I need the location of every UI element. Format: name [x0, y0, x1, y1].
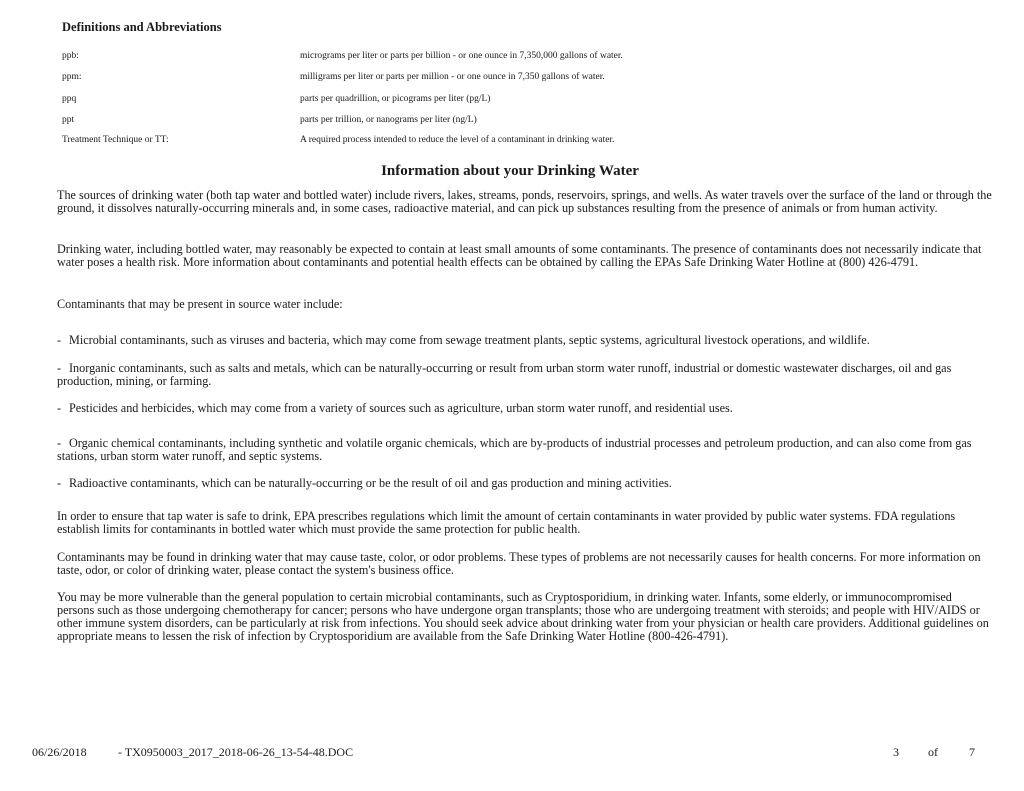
section-title — [0, 163, 1024, 180]
footer-date: 06/26/2018 — [32, 745, 87, 759]
paragraph-contaminants-intro: Contaminants that may be present in source water include: — [57, 297, 343, 311]
bullet-item — [57, 334, 992, 347]
bullet-dash: - — [57, 333, 62, 347]
definition-text: parts per trillion, or nanograms per liter (ng/L) — [300, 115, 477, 125]
bullet-dash: - — [57, 361, 62, 375]
definition-row-ppt — [62, 115, 1002, 129]
definition-text: milligrams per liter or parts per million - or one ounce in 7,350 gallons of water. — [300, 72, 605, 82]
definition-text: A required process intended to reduce the level of a contaminant in drinking water. — [300, 135, 615, 145]
bullet-item — [57, 437, 992, 463]
section-title-text: Information about your Drinking Water — [381, 163, 639, 179]
paragraph-taste-odor: Contaminants may be found in drinking water that may cause taste, color, or odor problems. These types of problems are not necessarily causes for health concerns. For more information on taste, odor, or color of drinking water, please contact the system's business office. — [57, 550, 981, 577]
bullet-text: Organic chemical contaminants, including synthetic and volatile organic chemicals, which are by-products of industrial processes and petroleum production, and can also come from gas stations, urban storm water runoff, and septic systems. — [57, 436, 972, 463]
bullet-text: Inorganic contaminants, such as salts and metals, which can be naturally-occurring or result from urban storm water runoff, industrial or domestic wastewater discharges, oil and gas production, mining, or farming. — [57, 361, 952, 388]
bullet-text: Radioactive contaminants, which can be naturally-occurring or be the result of oil and gas production and mining activities. — [69, 476, 672, 490]
bullet-item — [57, 402, 992, 415]
bullet-text: Pesticides and herbicides, which may come from a variety of sources such as agriculture, urban storm water runoff, and residential uses. — [69, 401, 733, 415]
paragraph-epa-regulations: In order to ensure that tap water is safe to drink, EPA prescribes regulations which limit the amount of certain contaminants in water provided by public water systems. FDA regulations establish limits for contaminants in bottled water which must provide the same protection for public health. — [57, 509, 956, 536]
definition-text: parts per quadrillion, or picograms per liter (pg/L) — [300, 94, 491, 104]
definition-row-ppm — [62, 72, 1002, 86]
definition-text: micrograms per liter or parts per billion - or one ounce in 7,350,000 gallons of water. — [300, 51, 623, 61]
definition-term: ppq — [62, 94, 77, 104]
footer-page-number: 3 — [893, 745, 899, 759]
definition-term: ppt — [62, 115, 75, 125]
definition-row-tt — [62, 135, 1002, 149]
footer-of: of — [928, 745, 938, 759]
footer-page-total: 7 — [969, 745, 975, 759]
definition-term: ppb: — [62, 51, 79, 61]
bullet-text: Microbial contaminants, such as viruses and bacteria, which may come from sewage treatment plants, septic systems, agricultural livestock operations, and wildlife. — [69, 333, 870, 347]
paragraph-vulnerable: You may be more vulnerable than the general population to certain microbial contaminants, such as Cryptosporidium, in drinking water. Infants, some elderly, or immunocompromised persons such as those undergoing chemotherapy for cancer; persons who have undergone organ transplants; those who are undergoing treatment with steroids; and people with HIV/AIDS or other immune system disorders, can be particularly at risk from infections. You should seek advice about drinking water from your physician or health care providers. Additional guidelines on appropriate means to lessen the risk of infection by Cryptosporidium are available from the Safe Drinking Water Hotline (800-426-4791). — [57, 590, 989, 643]
bullet-dash: - — [57, 436, 62, 450]
definition-row-ppb — [62, 51, 1002, 65]
definition-term: Treatment Technique or TT: — [62, 135, 169, 145]
definition-row-ppq — [62, 94, 1002, 108]
bullet-dash: - — [57, 401, 62, 415]
bullet-item — [57, 477, 992, 490]
definition-term: ppm: — [62, 72, 82, 82]
definitions-heading: Definitions and Abbreviations — [62, 20, 222, 34]
footer-document-name: - TX0950003_2017_2018-06-26_13-54-48.DOC — [118, 745, 354, 759]
bullet-item — [57, 362, 992, 388]
paragraph-contaminants-expected: Drinking water, including bottled water, may reasonably be expected to contain at least small amounts of some contaminants. The presence of contaminants does not necessarily indicate that water poses a health risk. More information about contaminants and potential health effects can be obtained by calling the EPAs Safe Drinking Water Hotline at (800) 426-4791. — [57, 242, 982, 269]
paragraph-sources: The sources of drinking water (both tap water and bottled water) include rivers, lakes, streams, ponds, reservoirs, springs, and wells. As water travels over the surface of the land or through the ground, it dissolves naturally-occurring minerals and, in some cases, radioactive material, and can pick up substances resulting from the presence of animals or from human activity. — [57, 188, 992, 215]
bullet-dash: - — [57, 476, 62, 490]
